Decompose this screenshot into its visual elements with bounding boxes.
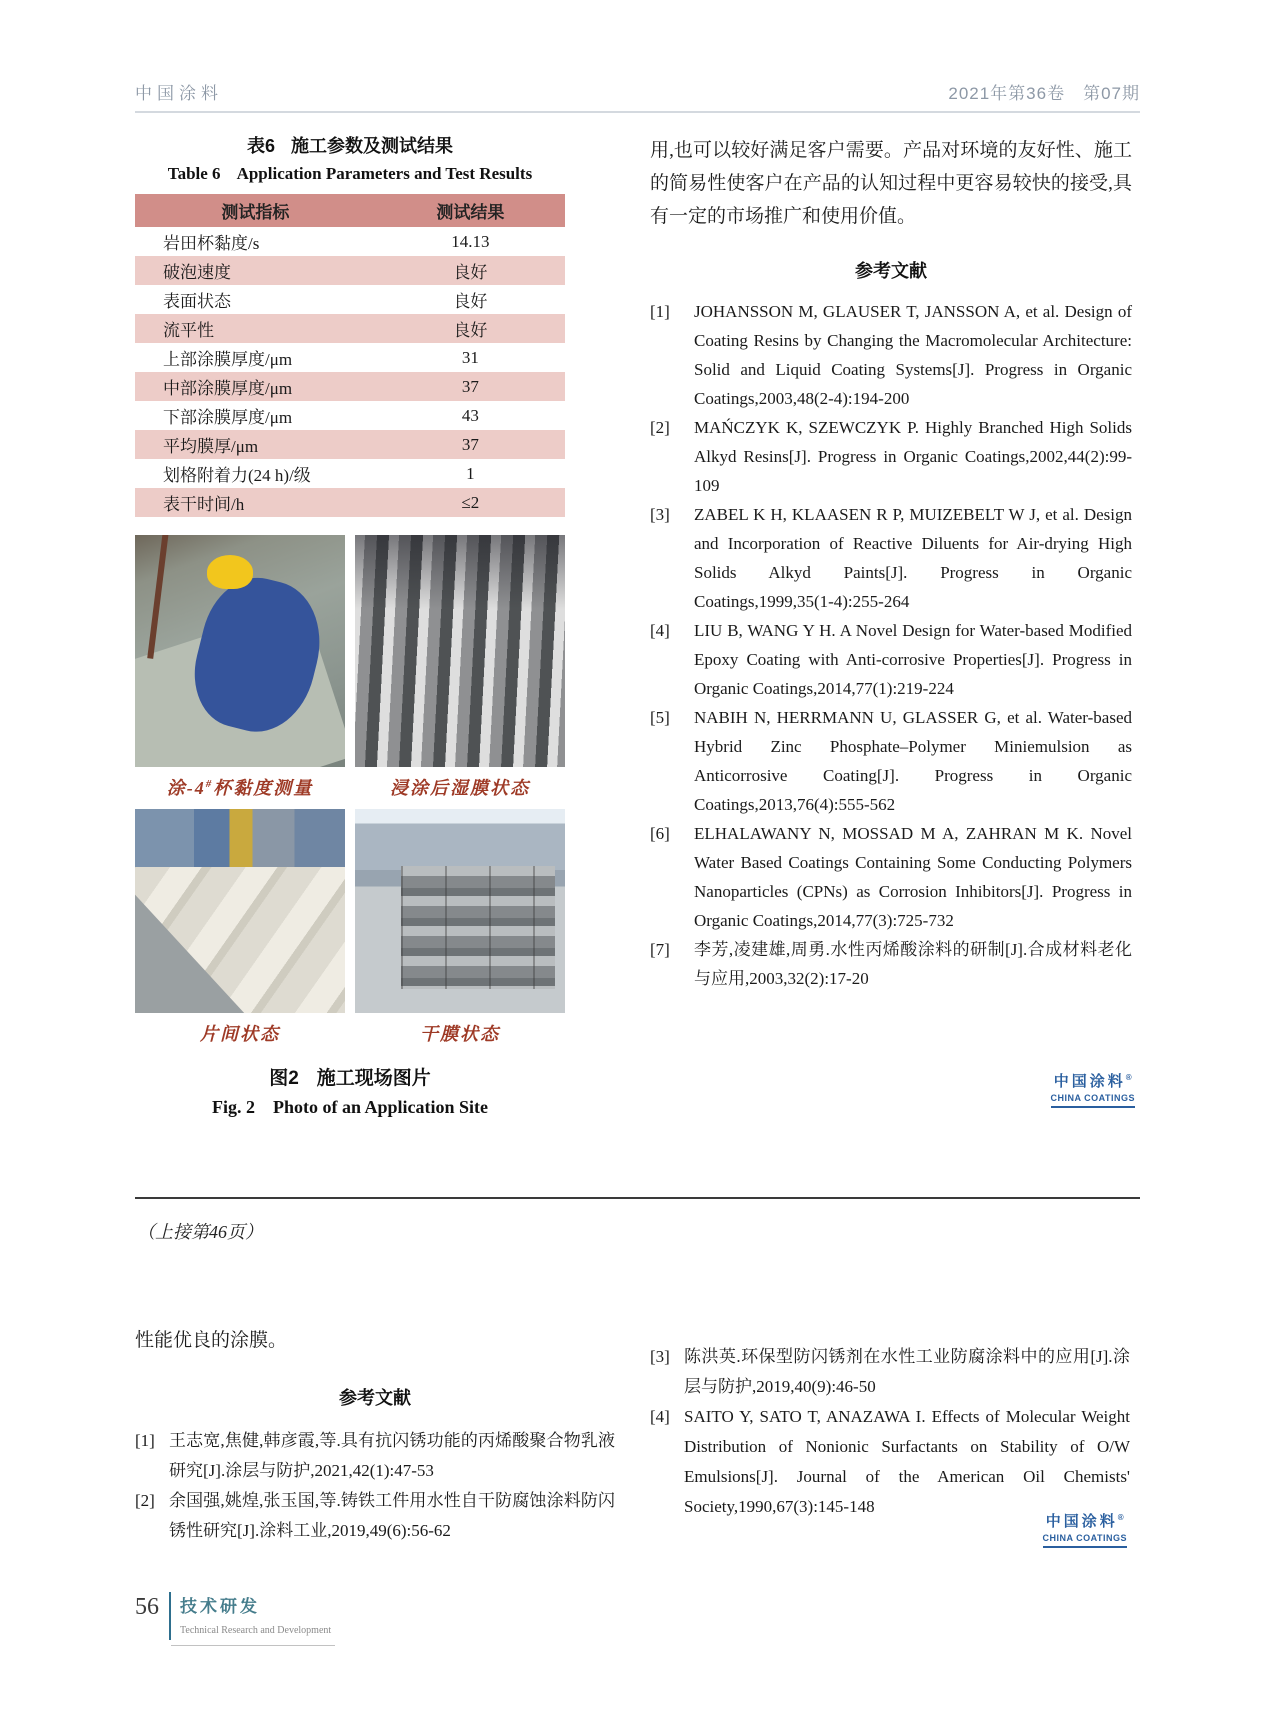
reference-number: [3] [650,505,670,524]
reference-text: 余国强,姚煌,张玉国,等.铸铁工件用水性自干防腐蚀涂料防闪锈性研究[J].涂料工业,2019,49(6):56-62 [169,1491,615,1540]
closing-sentence: 性能优良的涂膜。 [135,1330,288,1351]
table-row [135,430,565,459]
row-value: 37 [461,376,479,396]
reference-item [650,819,1132,935]
row-label: 下部涂膜厚度/μm [163,408,293,427]
section-divider [135,1197,1140,1199]
page-number: 56 [135,1594,159,1620]
photo-decor [207,555,253,589]
row-label: 上部涂膜厚度/μm [163,350,293,369]
column-header-result: 测试结果 [376,194,565,227]
logo-zh: 中国涂料 [1045,1513,1118,1530]
row-value: 良好 [453,292,488,311]
reference-text: JOHANSSON M, GLAUSER T, JANSSON A, et al. Design of Coating Resins by Changing the Macromolecular Architecture: Solid and Liquid Coating Systems[J]. Progress in Organic Coatings,2003,48(2-4):194-200 [694,302,1132,408]
logo-text-zh [1051,1070,1136,1091]
reference-number: [5] [650,708,670,727]
china-coatings-logo [1043,1510,1128,1548]
reference-item [650,500,1132,616]
figure2-title-en [135,1097,565,1118]
caption-row-2 [135,1013,565,1055]
table-row [135,227,565,256]
row-value: 14.13 [451,231,490,251]
table-row [135,372,565,401]
reference-item [650,1342,1130,1402]
body-paragraph: 用,也可以较好满足客户需要。产品对环境的友好性、施工的简易性使客户在产品的认知过程中更容易较快的接受,具有一定的市场推广和使用价值。 [650,140,1132,227]
table-header-row [135,194,565,227]
figure2-title-zh [135,1063,565,1090]
row-label: 岩田杯黏度/s [163,234,260,253]
row-value: 良好 [453,263,488,282]
logo-text-en: CHINA COATINGS [1050,1093,1135,1103]
page-header [135,62,1140,113]
row-value: 良好 [453,321,488,340]
figure2-caption-en: Photo of an Application Site [272,1097,489,1117]
bottom-left-column [135,1325,615,1546]
table6-label-en: Table 6 [167,164,221,183]
photo-decor [147,535,169,659]
references-heading: 参考文献 [339,1388,411,1408]
table-row [135,401,565,430]
reference-item [650,297,1132,413]
table-row [135,314,565,343]
photo-caption-1 [135,767,345,809]
row-value: 37 [461,434,479,454]
row-label: 破泡速度 [163,263,231,282]
reference-item [135,1426,615,1486]
reference-number: [4] [650,621,670,640]
reference-item [650,703,1132,819]
caption-superscript: # [205,778,214,790]
photo-viscosity-measurement [135,535,345,767]
caption-row-1 [135,767,565,809]
continued-from-note: （上接第46页） [137,1222,263,1242]
column-header-indicator: 测试指标 [135,194,376,227]
row-label: 表面状态 [163,292,231,311]
logo-zh: 中国涂料 [1053,1073,1126,1090]
references-heading: 参考文献 [855,261,927,281]
table6-caption-en: Application Parameters and Test Results [236,164,533,183]
logo-text-zh [1043,1510,1128,1531]
footer-section-zh: 技术研发 [180,1597,260,1616]
reference-text: SAITO Y, SATO T, ANAZAWA I. Effects of Molecular Weight Distribution of Nonionic Surfactants on Stability of O/W Emulsions[J]. Journal of the American Oil Chemists' Society,1990,67(3):145-148 [684,1407,1130,1516]
right-column [650,134,1132,993]
reference-number: [4] [650,1407,670,1426]
table6-title-zh [135,132,565,158]
table-row [135,343,565,372]
photo-row-1 [135,535,565,767]
reference-text: 王志宽,焦健,韩彦霞,等.具有抗闪锈功能的丙烯酸聚合物乳液研究[J].涂层与防护,2021,42(1):47-53 [169,1431,615,1480]
reference-number: [3] [650,1347,670,1366]
table6-title-en [135,164,565,184]
reference-text: NABIH N, HERRMANN U, GLASSER G, et al. Water-based Hybrid Zinc Phosphate–Polymer Miniemulsion as Anticorrosive Coating[J]. Progress in Organic Coatings,2013,76(4):555-562 [694,708,1132,814]
reference-item [650,935,1132,993]
table-row [135,459,565,488]
table-row [135,285,565,314]
photo-decor [355,535,565,767]
photo-row-2 [135,809,565,1013]
table-row [135,488,565,517]
row-label: 流平性 [163,321,214,340]
figure2-label-en: Fig. 2 [211,1097,255,1117]
reference-text: 李芳,凌建雄,周勇.水性丙烯酸涂料的研制[J].合成材料老化与应用,2003,32(2):17-20 [694,940,1132,988]
table6-caption-zh: 施工参数及测试结果 [291,136,453,156]
photo-caption-3: 片间状态 [200,1024,280,1044]
table6 [135,194,565,517]
reference-text: MAŃCZYK K, SZEWCZYK P. Highly Branched High Solids Alkyd Resins[J]. Progress in Organic Coatings,2002,44(2):99-109 [694,418,1132,495]
row-value: 43 [461,405,479,425]
caption-text: 涂-4 [166,778,206,798]
registered-mark: ® [1125,1073,1132,1082]
photo-wet-film [355,535,565,767]
photo-sheet-state [135,809,345,1013]
figure2-label-zh: 图2 [269,1068,299,1089]
figure2-caption-zh: 施工现场图片 [316,1068,431,1089]
reference-number: [1] [135,1431,155,1450]
table6-label-zh: 表6 [246,136,275,156]
photo-caption-2: 浸涂后湿膜状态 [390,778,530,798]
registered-mark: ® [1117,1513,1124,1522]
row-value: ≤2 [461,492,480,512]
china-coatings-logo [1051,1070,1136,1108]
footer-section [180,1590,331,1636]
logo-text-en: CHINA COATINGS [1042,1533,1127,1543]
row-value: 31 [461,347,479,367]
page-footer [135,1590,331,1640]
journal-issue: 2021年第36卷 第07期 [948,84,1140,103]
table-row [135,256,565,285]
footer-section-en: Technical Research and Development [180,1625,332,1636]
footer-divider-bar [169,1592,171,1640]
left-column [135,132,565,1118]
reference-number: [6] [650,824,670,843]
reference-text: ELHALAWANY N, MOSSAD M A, ZAHRAN M K. Novel Water Based Coatings Containing Some Conducting Polymers Nanoparticles (CPNs) as Corrosion Inhibitors[J]. Progress in Organic Coatings,2014,77(3):725-732 [694,824,1132,930]
reference-number: [2] [135,1491,155,1510]
row-value: 1 [466,463,475,483]
photo-decor [401,866,554,988]
reference-item [650,413,1132,500]
caption-text: 杯黏度测量 [213,778,314,798]
reference-number: [1] [650,302,670,321]
journal-name: 中国涂料 [135,84,223,103]
reference-item [135,1486,615,1546]
reference-number: [2] [650,418,670,437]
row-label: 平均膜厚/μm [163,437,259,456]
reference-item [650,616,1132,703]
bottom-right-column [650,1342,1130,1522]
reference-number: [7] [650,940,670,959]
reference-text: ZABEL K H, KLAASEN R P, MUIZEBELT W J, et al. Design and Incorporation of Reactive Diluents for Air-drying High Solids Alkyd Paints[J]. Progress in Organic Coatings,1999,35(1-4):255-264 [694,505,1132,611]
reference-text: LIU B, WANG Y H. A Novel Design for Water-based Modified Epoxy Coating with Anti-corrosive Properties[J]. Progress in Organic Coatings,2014,77(1):219-224 [694,621,1132,698]
footer-underline [171,1645,335,1646]
reference-text: 陈洪英.环保型防闪锈剂在水性工业防腐涂料中的应用[J].涂层与防护,2019,40(9):46-50 [684,1347,1130,1396]
row-label: 划格附着力(24 h)/级 [163,466,311,485]
photo-dry-film [355,809,565,1013]
photo-caption-4: 干膜状态 [420,1024,500,1044]
row-label: 表干时间/h [163,495,245,514]
row-label: 中部涂膜厚度/μm [163,379,293,398]
reference-item [650,1402,1130,1522]
photo-decor [135,809,345,867]
